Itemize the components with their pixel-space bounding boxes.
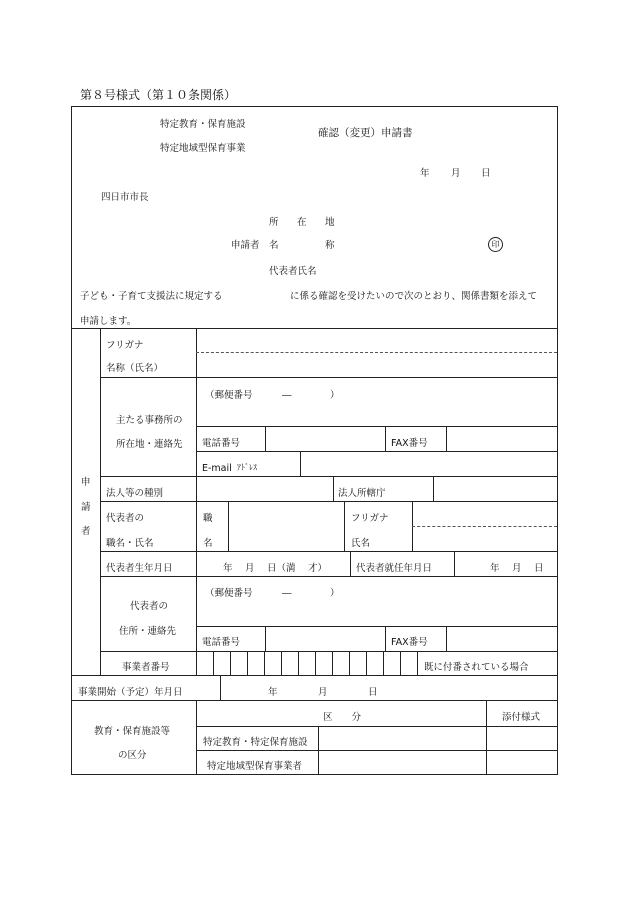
phone-sep-3: [446, 426, 447, 451]
postal-dash: ―: [282, 390, 292, 401]
rep-title-label-2: 職名・氏名: [106, 538, 154, 549]
body-text-line1b: に係る確認を受けたいので次のとおり、関係書類を添えて: [290, 291, 538, 302]
rep-postal-close: ）: [330, 588, 340, 599]
op-box-9: [349, 651, 350, 675]
rep-appointed-label: 代表者就任年月日: [356, 563, 433, 574]
address-label-2: 在: [297, 217, 307, 228]
shoku-label: 職: [203, 513, 213, 524]
name-label: 名称（氏名）: [106, 363, 164, 374]
address-label-3: 地: [325, 217, 335, 228]
rep-phone-sep-3: [446, 626, 447, 651]
rep-postal-dash: ―: [282, 588, 292, 599]
body-text-line2: 申請します。: [80, 316, 137, 327]
rep-sep-2: [344, 501, 345, 551]
phone-sep-2: [385, 426, 386, 451]
rep-furigana-dash: [412, 526, 557, 527]
rep-furigana-label: フリガナ: [351, 513, 389, 524]
op-box-6: [298, 651, 299, 675]
furigana-label: フリガナ: [106, 340, 144, 351]
header-bottom: [71, 328, 558, 329]
cat-row1-bottom: [196, 750, 557, 751]
phone-label: 電話番号: [202, 438, 241, 449]
corp-office-label: 法人所轄庁: [338, 488, 386, 499]
email-kana: ｱﾄﾞﾚｽ: [237, 463, 257, 472]
corp-type-label: 法人等の種別: [106, 488, 164, 499]
line-postal-bottom: [196, 426, 557, 427]
line-name-bottom: [100, 377, 557, 378]
op-box-3: [247, 651, 248, 675]
category-label-2: の区分: [118, 750, 147, 761]
facility-type-1: 特定教育・保育施設: [160, 119, 246, 130]
rep-phone-sep-1: [265, 626, 266, 651]
op-box-13: [417, 651, 418, 675]
appointed-value: 年 月 日: [490, 563, 544, 574]
frame-bottom: [71, 774, 558, 775]
category-col-kubun: 区 分: [323, 712, 362, 723]
facility-type-2: 特定地域型保育事業: [160, 143, 246, 154]
op-box-11: [383, 651, 384, 675]
main-office-label-1: 主たる事務所の: [116, 415, 183, 426]
op-box-5: [281, 651, 282, 675]
line-birth-bottom: [100, 576, 557, 577]
operator-number-note: 既に付番されている場合: [424, 662, 529, 673]
side-label-1: 申: [81, 477, 91, 488]
rep-title-label-1: 代表者の: [106, 513, 145, 524]
line-rep-phone-bottom: [100, 651, 557, 652]
rep-sep-1: [228, 501, 229, 551]
rep-postal-label: （郵便番号: [205, 588, 253, 599]
business-start-month: 月: [318, 687, 328, 698]
frame-top: [71, 106, 558, 107]
side-label-3: 者: [81, 526, 91, 537]
postal-close: ）: [330, 390, 340, 401]
category-row-facility: 特定教育・特定保育施設: [203, 737, 308, 748]
rep-address-label-2: 住所・連絡先: [119, 626, 177, 637]
corp-sep-2: [433, 476, 434, 501]
op-box-2: [230, 651, 231, 675]
document-title: 確認（変更）申請書: [318, 127, 413, 139]
line-phone-bottom: [196, 451, 557, 452]
business-start-year: 年: [268, 687, 278, 698]
business-start-label: 事業開始（予定）年月日: [78, 687, 183, 698]
cat-header-bottom: [196, 726, 557, 727]
address-label-1: 所: [269, 217, 279, 228]
birth-sep-2: [454, 551, 455, 576]
phone-sep-1: [265, 426, 266, 451]
postal-label: （郵便番号: [205, 390, 253, 401]
birth-value: 年 月 日（満 才）: [223, 563, 328, 574]
operator-number-label: 事業者番号: [122, 662, 170, 673]
rep-name-label: 代表者氏名: [269, 266, 317, 277]
shimei-label: 氏名: [351, 538, 371, 549]
side-label-2: 請: [81, 502, 91, 513]
line-rep-postal-bottom: [196, 626, 557, 627]
business-start-day: 日: [368, 687, 378, 698]
op-box-12: [400, 651, 401, 675]
line-corp-bottom: [100, 501, 557, 502]
cat-sep-1: [196, 700, 197, 774]
email-label: E-mail: [202, 463, 232, 474]
date-year: 年: [420, 168, 430, 179]
corp-sep-1: [333, 476, 334, 501]
rep-phone-label: 電話番号: [202, 637, 241, 648]
category-label-1: 教育・保育施設等: [94, 726, 171, 737]
category-row-regional: 特定地域型保育事業者: [207, 761, 303, 772]
start-sep: [220, 675, 221, 700]
line-operator-bottom: [71, 675, 558, 676]
applicant-label: 申請者: [231, 240, 260, 251]
birth-sep-1: [350, 551, 351, 576]
date-day: 日: [481, 168, 491, 179]
main-office-label-2: 所在地・連絡先: [116, 439, 183, 450]
seal-mark: 印: [488, 237, 503, 252]
category-col-form: 添付様式: [502, 712, 541, 723]
op-box-1: [213, 651, 214, 675]
mei-label: 名: [203, 538, 213, 549]
rep-address-label-1: 代表者の: [130, 601, 169, 612]
name-label-1: 名: [269, 240, 279, 251]
cat-sep-3: [486, 700, 487, 774]
form-title: 第８号様式（第１０条関係）: [80, 88, 237, 102]
op-box-8: [332, 651, 333, 675]
name-label-2: 称: [325, 240, 335, 251]
rep-fax-label: FAX番号: [391, 637, 428, 648]
op-box-4: [264, 651, 265, 675]
date-month: 月: [451, 168, 461, 179]
furigana-dash: [196, 352, 557, 353]
op-box-10: [366, 651, 367, 675]
addressee: 四日市市長: [101, 192, 149, 203]
op-box-7: [315, 651, 316, 675]
body-text-line1a: 子ども・子育て支援法に規定する: [80, 291, 223, 302]
rep-phone-sep-2: [385, 626, 386, 651]
email-sep: [300, 451, 301, 476]
fax-label: FAX番号: [391, 438, 428, 449]
line-start-bottom: [71, 700, 558, 701]
rep-birth-label: 代表者生年月日: [106, 563, 173, 574]
line-email-bottom: [100, 476, 557, 477]
line-rep-bottom: [100, 551, 557, 552]
